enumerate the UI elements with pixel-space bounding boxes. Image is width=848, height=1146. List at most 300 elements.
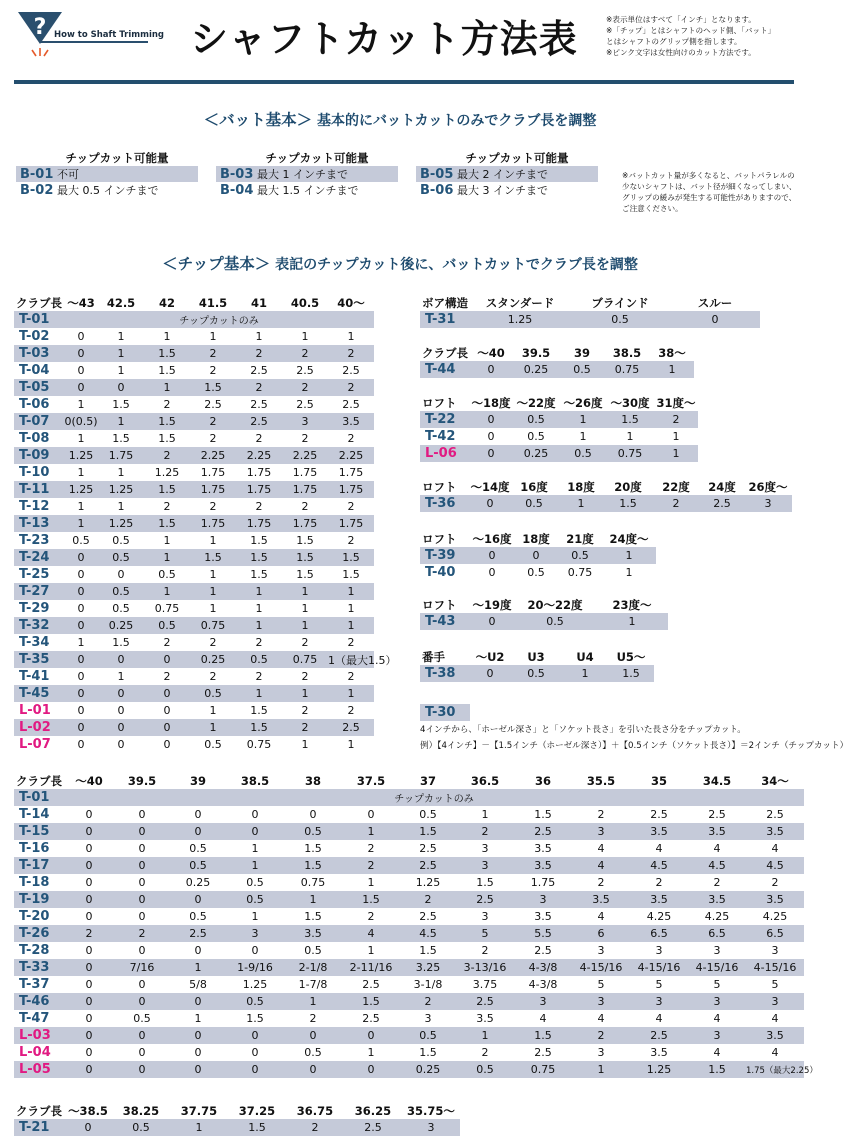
value-cell: 0 (470, 665, 510, 682)
shaft-code: T-20 (19, 909, 50, 924)
value-cell: 0 (85, 910, 93, 923)
table-row (14, 532, 374, 549)
value-cell: 2 (367, 910, 375, 923)
value-cell: 3.5 (650, 1046, 668, 1059)
value-cell: 1 (190, 583, 236, 600)
value-cell: 0.75 (514, 1061, 572, 1078)
value-cell: 1 (117, 500, 125, 513)
table-row (14, 719, 374, 736)
column-header: ～U2 (475, 649, 505, 664)
value-cell: 3.5 (688, 823, 746, 840)
value-cell: 1.75 (236, 515, 282, 532)
value-cell: 2 (144, 447, 190, 464)
value-cell: 1 (117, 364, 125, 377)
column-header: ～22度 (516, 395, 556, 410)
header-divider (14, 80, 794, 84)
loft1-table (420, 394, 698, 462)
shaft-code: T-34 (19, 635, 50, 650)
value-cell: 0 (226, 1027, 284, 1044)
table-row (420, 311, 760, 328)
table-row (14, 549, 374, 566)
value-cell: 1 (456, 1027, 514, 1044)
value-cell: 3.5 (476, 1012, 494, 1025)
value-cell: 0.5 (560, 361, 604, 378)
value-cell: 0.5 (144, 617, 190, 634)
shaft-code: L-03 (14, 1027, 64, 1044)
value-cell: 1.5 (604, 495, 652, 512)
value-cell: 0.5 (527, 430, 545, 443)
value-cell: 2 (347, 670, 355, 683)
value-cell: 1.75 (282, 481, 328, 498)
value-cell: 0 (85, 1012, 93, 1025)
value-cell: 1 (481, 808, 489, 821)
shaft-code: T-39 (420, 547, 470, 564)
value-cell: 1 (328, 583, 374, 600)
value-cell: 3.75 (472, 978, 498, 991)
column-header: 42 (158, 295, 175, 310)
value-cell: 1.25 (98, 481, 144, 498)
value-cell: 1 (558, 495, 604, 512)
value-cell: 4-15/16 (630, 959, 688, 976)
shaft-code: T-35 (14, 651, 64, 668)
value-cell: 1.5 (246, 1012, 264, 1025)
t30-line2: 例）【4インチ】－【1.5インチ（ホーゼル深さ）】＋【0.5インチ（ソケット長さ）】＝2インチ（チップカット） (420, 741, 848, 751)
value-cell: 0.75 (282, 651, 328, 668)
value-cell: 1.5 (190, 549, 236, 566)
page-title: シャフトカット方法表 (190, 17, 578, 61)
value-cell: 1.5 (250, 704, 268, 717)
table-header-row (14, 1102, 460, 1119)
value-cell: 2 (654, 411, 698, 428)
shaft-code: L-07 (19, 737, 51, 752)
shaft-code: T-05 (14, 379, 64, 396)
value-cell: 2 (342, 857, 400, 874)
value-cell: 2.5 (456, 891, 514, 908)
value-cell: 1.5 (304, 910, 322, 923)
value-cell: 2 (209, 636, 217, 649)
butt-row (416, 166, 598, 182)
value-cell: 1.5 (250, 568, 268, 581)
value-cell: 6 (572, 925, 630, 942)
butt-column (16, 150, 198, 198)
value-cell: 2.5 (534, 1046, 552, 1059)
value-cell: 3 (746, 993, 804, 1010)
table-row (14, 1010, 804, 1027)
value-cell: 1.25 (242, 978, 268, 991)
t30-explanation (420, 722, 848, 754)
butt-note: ※バットカット量が多くなると、バットパラレルの少ないシャフトは、バット径が細くなってしまい、グリップの緩みが発生する可能性がありますので、ご注意ください。 (622, 171, 797, 213)
column-header: ～19度 (472, 597, 512, 612)
value-cell: 4.5 (630, 857, 688, 874)
value-cell: 1.5 (476, 876, 494, 889)
value-cell: 0 (77, 670, 85, 683)
value-cell: 2.5 (204, 398, 222, 411)
value-cell: 1 (282, 583, 328, 600)
value-cell: 1.5 (534, 808, 552, 821)
value-cell: 0.75 (300, 876, 326, 889)
value-cell: 4.5 (400, 925, 456, 942)
value-cell: 2 (255, 670, 263, 683)
value-cell: 3.5 (746, 1027, 804, 1044)
value-cell: 3.25 (400, 959, 456, 976)
shaft-code: T-23 (19, 533, 50, 548)
value-cell: 1.5 (112, 432, 130, 445)
value-cell: 1 (144, 379, 190, 396)
value-cell: 1 (672, 430, 680, 443)
column-header: 37.5 (356, 773, 386, 788)
value-cell: 0 (470, 613, 514, 630)
column-header: 24度～ (609, 531, 649, 546)
value-cell: 0 (114, 993, 170, 1010)
value-cell: 3 (771, 944, 779, 957)
value-cell: 1 (251, 842, 259, 855)
butt-row (216, 166, 398, 182)
value-cell: 4 (771, 1046, 779, 1059)
value-cell: 1 (301, 738, 309, 751)
value-cell: 1 (209, 704, 217, 717)
value-cell: 1.25 (98, 515, 144, 532)
value-cell: 0.25 (512, 445, 560, 462)
shaft-code: T-19 (14, 891, 64, 908)
value-cell: 0.5 (304, 1046, 322, 1059)
value-cell: 0 (170, 891, 226, 908)
shaft-code: L-06 (420, 445, 470, 462)
value-cell: 2 (572, 1027, 630, 1044)
value-cell: 2.5 (328, 719, 374, 736)
value-cell: 0 (77, 602, 85, 615)
column-header: 35.75～ (407, 1103, 455, 1118)
value-cell: 2.5 (534, 944, 552, 957)
column-header: クラブ長 (16, 1103, 62, 1118)
value-cell: 4 (771, 1012, 779, 1025)
value-cell: 0 (85, 978, 93, 991)
value-cell: 1.25 (64, 447, 98, 464)
column-header: 38 (304, 773, 321, 788)
value-cell: 2.5 (514, 823, 572, 840)
value-cell: 2 (163, 398, 171, 411)
value-cell: 3 (572, 993, 630, 1010)
value-cell: 1 (77, 398, 85, 411)
value-cell: 0 (77, 330, 85, 343)
value-cell: 3.5 (630, 823, 688, 840)
value-cell: 0.75 (190, 617, 236, 634)
value-cell: 1.5 (419, 1046, 437, 1059)
shaft-code: T-47 (19, 1011, 50, 1026)
value-cell: 4 (597, 842, 605, 855)
value-cell: 0.5 (558, 547, 602, 564)
value-cell: 1.5 (144, 413, 190, 430)
value-cell: 2.5 (236, 413, 282, 430)
shaft-code: T-44 (420, 361, 470, 378)
column-header: ボア構造 (422, 295, 468, 310)
value-cell: 1.25 (64, 481, 98, 498)
shaft-code: B-02 (20, 182, 54, 198)
value-cell: 1 (654, 445, 698, 462)
value-cell: 1 (236, 685, 282, 702)
value-cell: 0.5 (284, 823, 342, 840)
shaft-code: B-06 (420, 182, 454, 198)
table-row (420, 361, 694, 378)
column-header: 38.5 (240, 773, 270, 788)
shaft-code: T-18 (19, 875, 50, 890)
value-cell: 0 (138, 842, 146, 855)
value-cell: 3.5 (746, 891, 804, 908)
value-cell: 1 (347, 738, 355, 751)
table-row (420, 704, 470, 721)
column-header: スタンダード (485, 295, 555, 310)
loft3-table (420, 530, 656, 581)
value-cell: 3 (597, 1046, 605, 1059)
value-cell: 3 (456, 857, 514, 874)
value-cell: 2.25 (282, 447, 328, 464)
value-cell: 4-3/8 (514, 959, 572, 976)
value-cell: 0.25 (512, 361, 560, 378)
table-row (14, 583, 374, 600)
butt-value: 最大 2 インチまで (457, 168, 548, 181)
value-cell: 0 (64, 959, 114, 976)
value-cell: 0.5 (190, 685, 236, 702)
table-row (14, 464, 374, 481)
value-cell: 5/8 (189, 978, 207, 991)
shaft-code: T-40 (425, 565, 456, 580)
shaft-code: T-25 (19, 567, 50, 582)
value-cell: 4 (713, 1012, 721, 1025)
value-cell: 1-7/8 (298, 978, 328, 991)
value-cell: 0.5 (112, 602, 130, 615)
value-cell: 4.25 (646, 910, 672, 923)
value-cell: 1 (562, 665, 608, 682)
value-cell: 0 (64, 857, 114, 874)
value-cell: 0.5 (456, 1061, 514, 1078)
shaft-code: T-22 (420, 411, 470, 428)
value-cell: 2 (282, 379, 328, 396)
value-cell: 1.5 (236, 719, 282, 736)
value-cell: 3.5 (534, 842, 552, 855)
value-cell: 1.5 (112, 636, 130, 649)
shaft-code: L-05 (14, 1061, 64, 1078)
value-cell: 0.5 (400, 1027, 456, 1044)
value-cell: 0 (251, 1046, 259, 1059)
value-cell: 2 (400, 993, 456, 1010)
value-cell: 0 (163, 704, 171, 717)
table-row (14, 702, 374, 719)
table-row (14, 362, 374, 379)
column-header: 40～ (337, 295, 365, 310)
value-cell: 4-15/16 (572, 959, 630, 976)
value-cell: 0 (138, 910, 146, 923)
value-cell: 0.5 (304, 944, 322, 957)
logo-mark (14, 10, 164, 74)
column-header: ～40 (75, 773, 103, 788)
value-cell: 0 (77, 364, 85, 377)
shaft-code: T-31 (420, 311, 470, 328)
shaft-code: T-03 (14, 345, 64, 362)
column-header: 40.5 (290, 295, 320, 310)
value-cell: 1 (144, 583, 190, 600)
value-cell: 1.5 (144, 515, 190, 532)
butt-row (16, 182, 198, 198)
shaft-code: T-10 (19, 465, 50, 480)
shaft-code: T-13 (14, 515, 64, 532)
value-cell: 2 (301, 500, 309, 513)
value-cell: 1（最大1.5） (328, 651, 374, 668)
value-cell: 1 (144, 549, 190, 566)
shaft-code: T-06 (19, 397, 50, 412)
value-cell: 4-3/8 (528, 978, 558, 991)
value-cell: 6.5 (630, 925, 688, 942)
value-cell: 0 (64, 685, 98, 702)
column-header: 18度 (522, 531, 550, 546)
value-cell: 5 (655, 978, 663, 991)
column-header: ～14度 (470, 479, 510, 494)
value-cell: 1 (255, 330, 263, 343)
butt-row (416, 182, 598, 198)
value-cell: 2.5 (342, 364, 360, 377)
value-cell: 0 (64, 823, 114, 840)
value-cell: 4.5 (688, 857, 746, 874)
table-row (14, 1061, 804, 1078)
value-cell: 0.5 (514, 613, 596, 630)
column-header: 22度 (662, 479, 690, 494)
value-cell: 3 (226, 925, 284, 942)
value-cell: 2 (209, 432, 217, 445)
table-row (14, 1119, 460, 1136)
table-row (14, 976, 804, 993)
shaft-code: T-29 (19, 601, 50, 616)
value-cell: 2 (328, 379, 374, 396)
value-cell: 1-9/16 (226, 959, 284, 976)
value-cell: 2.5 (650, 808, 668, 821)
header-note-line: ※表示単位はすべて「インチ」となります。 (606, 15, 756, 24)
butt-column-header: チップカット可能量 (265, 151, 369, 165)
value-cell: 2 (652, 495, 700, 512)
shaft-code: T-33 (14, 959, 64, 976)
table-c-table (14, 1102, 460, 1136)
value-cell: 4 (655, 842, 663, 855)
value-cell: 0.25 (185, 876, 211, 889)
shaft-code: T-27 (14, 583, 64, 600)
value-cell: 1 (282, 685, 328, 702)
shaft-code: B-01 (20, 166, 54, 182)
value-cell: 6.5 (746, 925, 804, 942)
value-cell: 1 (560, 411, 606, 428)
butt-title-rest: 基本的にバットカットのみでクラブ長を調整 (316, 113, 597, 129)
butt-title-em: ＜バット基本＞ (203, 111, 313, 129)
butt-column (416, 150, 598, 198)
table-row (14, 823, 804, 840)
value-cell: 0 (470, 361, 512, 378)
value-cell: 2 (255, 432, 263, 445)
table-row (14, 840, 804, 857)
value-cell: 1.5 (158, 432, 176, 445)
value-cell: 2.5 (362, 1012, 380, 1025)
column-header: クラブ長 (422, 345, 468, 360)
shaft-code: T-38 (420, 665, 470, 682)
value-cell: 4.25 (704, 910, 730, 923)
value-cell: 1 (209, 602, 217, 615)
value-cell: 0 (470, 547, 514, 564)
table-row (14, 566, 374, 583)
column-header: スルー (697, 295, 733, 310)
shaft-code: T-01 (14, 789, 64, 806)
value-cell: 1 (367, 1046, 375, 1059)
column-header: U3 (527, 649, 545, 664)
value-cell: 3 (402, 1119, 460, 1136)
butt-value: 最大 0.5 インチまで (57, 184, 159, 197)
shaft-code: T-08 (19, 431, 50, 446)
column-header: 36.75 (296, 1103, 334, 1118)
value-cell: 2-11/16 (342, 959, 400, 976)
column-header: ～16度 (472, 531, 512, 546)
value-cell: 1.5 (342, 568, 360, 581)
value-cell: 3.5 (284, 925, 342, 942)
table-row (14, 908, 804, 925)
value-cell: 1 (98, 345, 144, 362)
column-header: クラブ長 (16, 773, 62, 788)
value-cell: 1.5 (688, 1061, 746, 1078)
column-header: U4 (576, 649, 594, 664)
logo (14, 10, 164, 74)
column-header: 39 (573, 345, 590, 360)
value-cell: 2 (236, 345, 282, 362)
tip-section-title (0, 252, 800, 274)
column-header: 37.75 (180, 1103, 218, 1118)
value-cell: 1 (163, 330, 171, 343)
column-header: ブラインド (591, 295, 649, 310)
value-cell: 0 (284, 1061, 342, 1078)
value-cell: 1 (367, 876, 375, 889)
value-cell: 3.5 (746, 823, 804, 840)
value-cell: 1 (163, 534, 171, 547)
value-cell: 3 (514, 891, 572, 908)
value-cell: 0 (114, 823, 170, 840)
tip-title-rest: 表記のチップカット後に、バットカットでクラブ長を調整 (275, 257, 638, 273)
svg-text:?: ? (33, 15, 47, 40)
value-cell: 1 (170, 959, 226, 976)
value-cell: 1.5 (419, 944, 437, 957)
value-cell: 1.25 (470, 311, 570, 328)
table-row (14, 515, 374, 532)
value-cell: 0.5 (510, 495, 558, 512)
value-cell: 0 (342, 1027, 400, 1044)
value-cell: 0 (85, 842, 93, 855)
value-cell: 2 (481, 1046, 489, 1059)
value-cell: 0 (77, 568, 85, 581)
value-cell: 1 (284, 993, 342, 1010)
value-cell: 0 (64, 651, 98, 668)
value-cell: 3 (630, 993, 688, 1010)
column-header: 41 (250, 295, 267, 310)
value-cell: 1.75 (282, 515, 328, 532)
value-cell: 2 (655, 876, 663, 889)
value-cell: 3 (282, 413, 328, 430)
value-cell: 2 (347, 704, 355, 717)
value-cell: 2 (163, 500, 171, 513)
column-header: ～43 (67, 295, 95, 310)
value-cell: 0 (470, 411, 512, 428)
value-cell: 1 (209, 568, 217, 581)
loft4-table (420, 596, 668, 630)
column-header: 23度～ (612, 597, 652, 612)
value-cell: 0 (488, 566, 496, 579)
value-cell: 0.5 (226, 891, 284, 908)
value-cell: 1 (77, 466, 85, 479)
value-cell: 0 (64, 345, 98, 362)
table-row (14, 993, 804, 1010)
value-cell: 2 (713, 876, 721, 889)
value-cell: 1 (626, 430, 634, 443)
value-cell: 1.75 (236, 481, 282, 498)
